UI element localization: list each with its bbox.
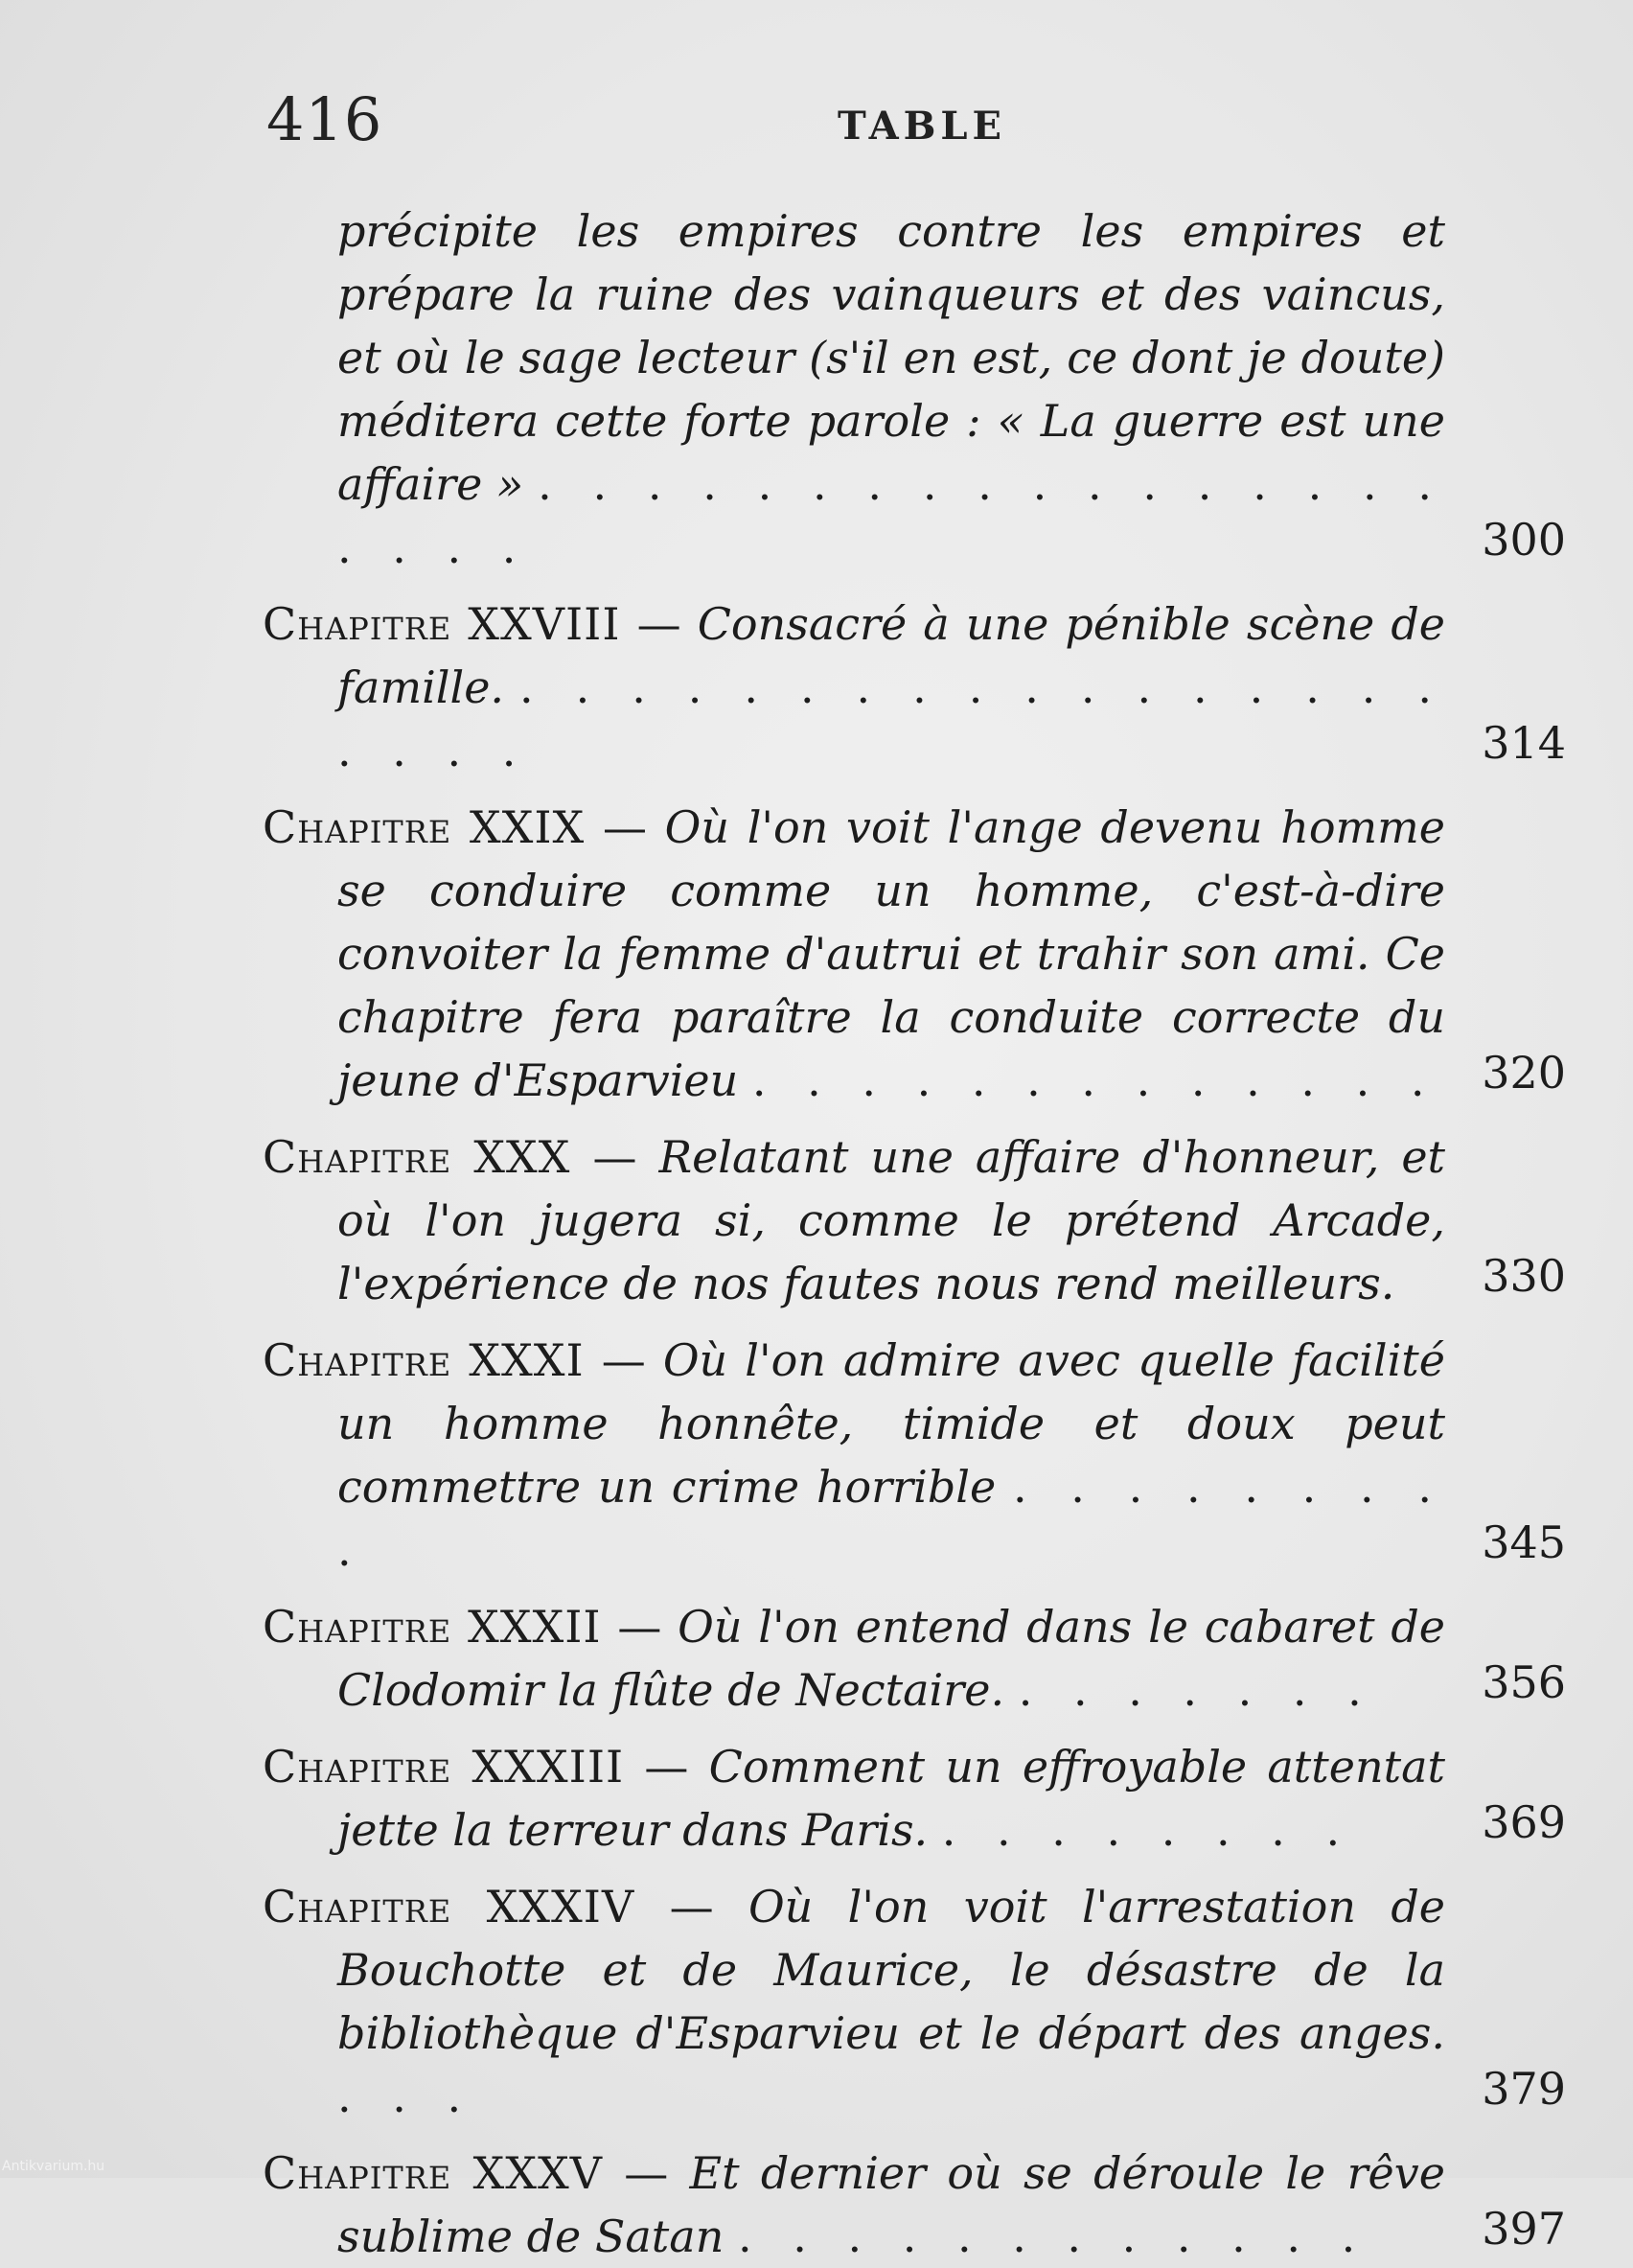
chapter-label: Chapitre bbox=[263, 1601, 452, 1653]
dot-leader: . . . . . . . bbox=[1018, 1664, 1375, 1716]
chapter-number: XXVIII bbox=[468, 598, 621, 650]
chapter-label: Chapitre bbox=[263, 1881, 452, 1932]
page-reference: 345 bbox=[1482, 1516, 1566, 1568]
chapter-title: Où l'on voit l'ange devenu homme se conduire comme un homme, c'est-à-dire convoiter la femme d'autrui et trahir son ami. Ce chapitre fera paraître la conduite correcte du jeune d'Esparvieu bbox=[337, 801, 1445, 1106]
em-dash: — bbox=[592, 1131, 637, 1183]
page-reference: 379 bbox=[1482, 2063, 1566, 2115]
chapter-label: Chapitre bbox=[263, 801, 452, 853]
toc-entry-text bbox=[257, 1735, 1445, 1862]
chapter-number: XXXIV bbox=[486, 1881, 635, 1932]
chapter-title: Relatant une affaire d'honneur, et où l'on jugera si, comme le prétend Arcade, l'expérience de nos fautes nous rend meilleurs. bbox=[337, 1131, 1446, 1309]
chapter-number: XXXI bbox=[469, 1334, 585, 1386]
chapter-title: Où l'on voit l'arrestation de Bouchotte et de Maurice, le désastre de la bibliothèque d'Esparvieu et le départ des anges. bbox=[337, 1881, 1446, 2059]
running-title: TABLE bbox=[838, 104, 1007, 149]
chapter-title: Et dernier où se déroule le rêve sublime de Satan bbox=[337, 2147, 1445, 2262]
page-header bbox=[266, 84, 1570, 161]
toc-entry-text bbox=[257, 796, 1445, 1112]
toc-entry bbox=[257, 1735, 1579, 1862]
em-dash: — bbox=[617, 1601, 662, 1653]
chapter-label: Chapitre bbox=[263, 2147, 452, 2199]
em-dash: — bbox=[602, 801, 647, 853]
chapter-title: Comment un effroyable attentat jette la terreur dans Paris. bbox=[337, 1741, 1445, 1856]
dot-leader: . . . . . . . . bbox=[941, 1804, 1354, 1856]
page-reference: 369 bbox=[1482, 1796, 1566, 1848]
em-dash: — bbox=[636, 598, 681, 650]
page-reference: 320 bbox=[1482, 1047, 1566, 1099]
toc-entry bbox=[257, 592, 1579, 782]
dot-leader: . . . bbox=[337, 2071, 475, 2122]
toc-entry bbox=[257, 1595, 1579, 1722]
em-dash: — bbox=[669, 1881, 714, 1932]
toc-entry-text bbox=[257, 2141, 1445, 2268]
chapter-number: XXIX bbox=[469, 801, 586, 853]
em-dash: — bbox=[601, 1334, 646, 1386]
chapter-label: Chapitre bbox=[263, 1334, 452, 1386]
toc-entry bbox=[257, 1125, 1579, 1315]
dot-leader: . . . . . . . . . bbox=[337, 1461, 1445, 1576]
chapter-label: Chapitre bbox=[263, 1741, 452, 1793]
toc-entry bbox=[257, 2141, 1579, 2268]
toc-entry-text bbox=[257, 1329, 1445, 1582]
chapter-number: XXXV bbox=[472, 2147, 603, 2199]
dot-leader: . . . . . . . . . . . . . . . . . . . . . bbox=[337, 458, 1445, 573]
chapter-number: XXXIII bbox=[472, 1741, 625, 1793]
em-dash: — bbox=[644, 1741, 689, 1793]
toc-entry bbox=[257, 1329, 1579, 1582]
chapter-title: Consacré à une pénible scène de famille. bbox=[337, 598, 1446, 713]
chapter-title: Où l'on admire avec quelle facilité un homme honnête, timide et doux peut commettre un crime horrible bbox=[337, 1334, 1446, 1513]
toc-entry bbox=[257, 199, 1579, 579]
dot-leader: . . . . . . . . . . . . bbox=[737, 2210, 1369, 2262]
chapter-label: Chapitre bbox=[263, 598, 452, 650]
toc-entry-text bbox=[257, 1125, 1445, 1315]
toc-entry-text bbox=[257, 592, 1445, 782]
page-reference: 314 bbox=[1482, 717, 1566, 769]
chapter-number: XXX bbox=[473, 1131, 571, 1183]
toc-entry-text bbox=[257, 199, 1445, 579]
toc-entry bbox=[257, 1875, 1579, 2128]
em-dash: — bbox=[624, 2147, 669, 2199]
toc-entry bbox=[257, 796, 1579, 1112]
dot-leader: . . . . . . . . . . . . . . . . . . . . . bbox=[337, 661, 1446, 776]
chapter-title: Où l'on entend dans le cabaret de Clodomir la flûte de Nectaire. bbox=[337, 1601, 1446, 1716]
chapter-title: précipite les empires contre les empires et prépare la ruine des vainqueurs et des vaincus, et où le sage lecteur (s'il en est, ce dont je doute) méditera cette forte parole : « La guerre est une affaire » bbox=[337, 205, 1445, 510]
page-reference: 356 bbox=[1482, 1656, 1566, 1708]
chapter-number: XXXII bbox=[467, 1601, 602, 1653]
dot-leader: . . . . . . . . . . . . . bbox=[751, 1054, 1438, 1106]
table-of-contents bbox=[257, 199, 1579, 2268]
toc-entry-text bbox=[257, 1875, 1445, 2128]
page-reference: 300 bbox=[1482, 514, 1566, 566]
page-reference: 330 bbox=[1482, 1250, 1566, 1302]
watermark: Antikvarium.hu bbox=[2, 2159, 105, 2174]
toc-entry-text bbox=[257, 1595, 1445, 1722]
chapter-label: Chapitre bbox=[263, 1131, 452, 1183]
page-reference: 397 bbox=[1482, 2203, 1566, 2255]
page-number: 416 bbox=[266, 84, 383, 154]
